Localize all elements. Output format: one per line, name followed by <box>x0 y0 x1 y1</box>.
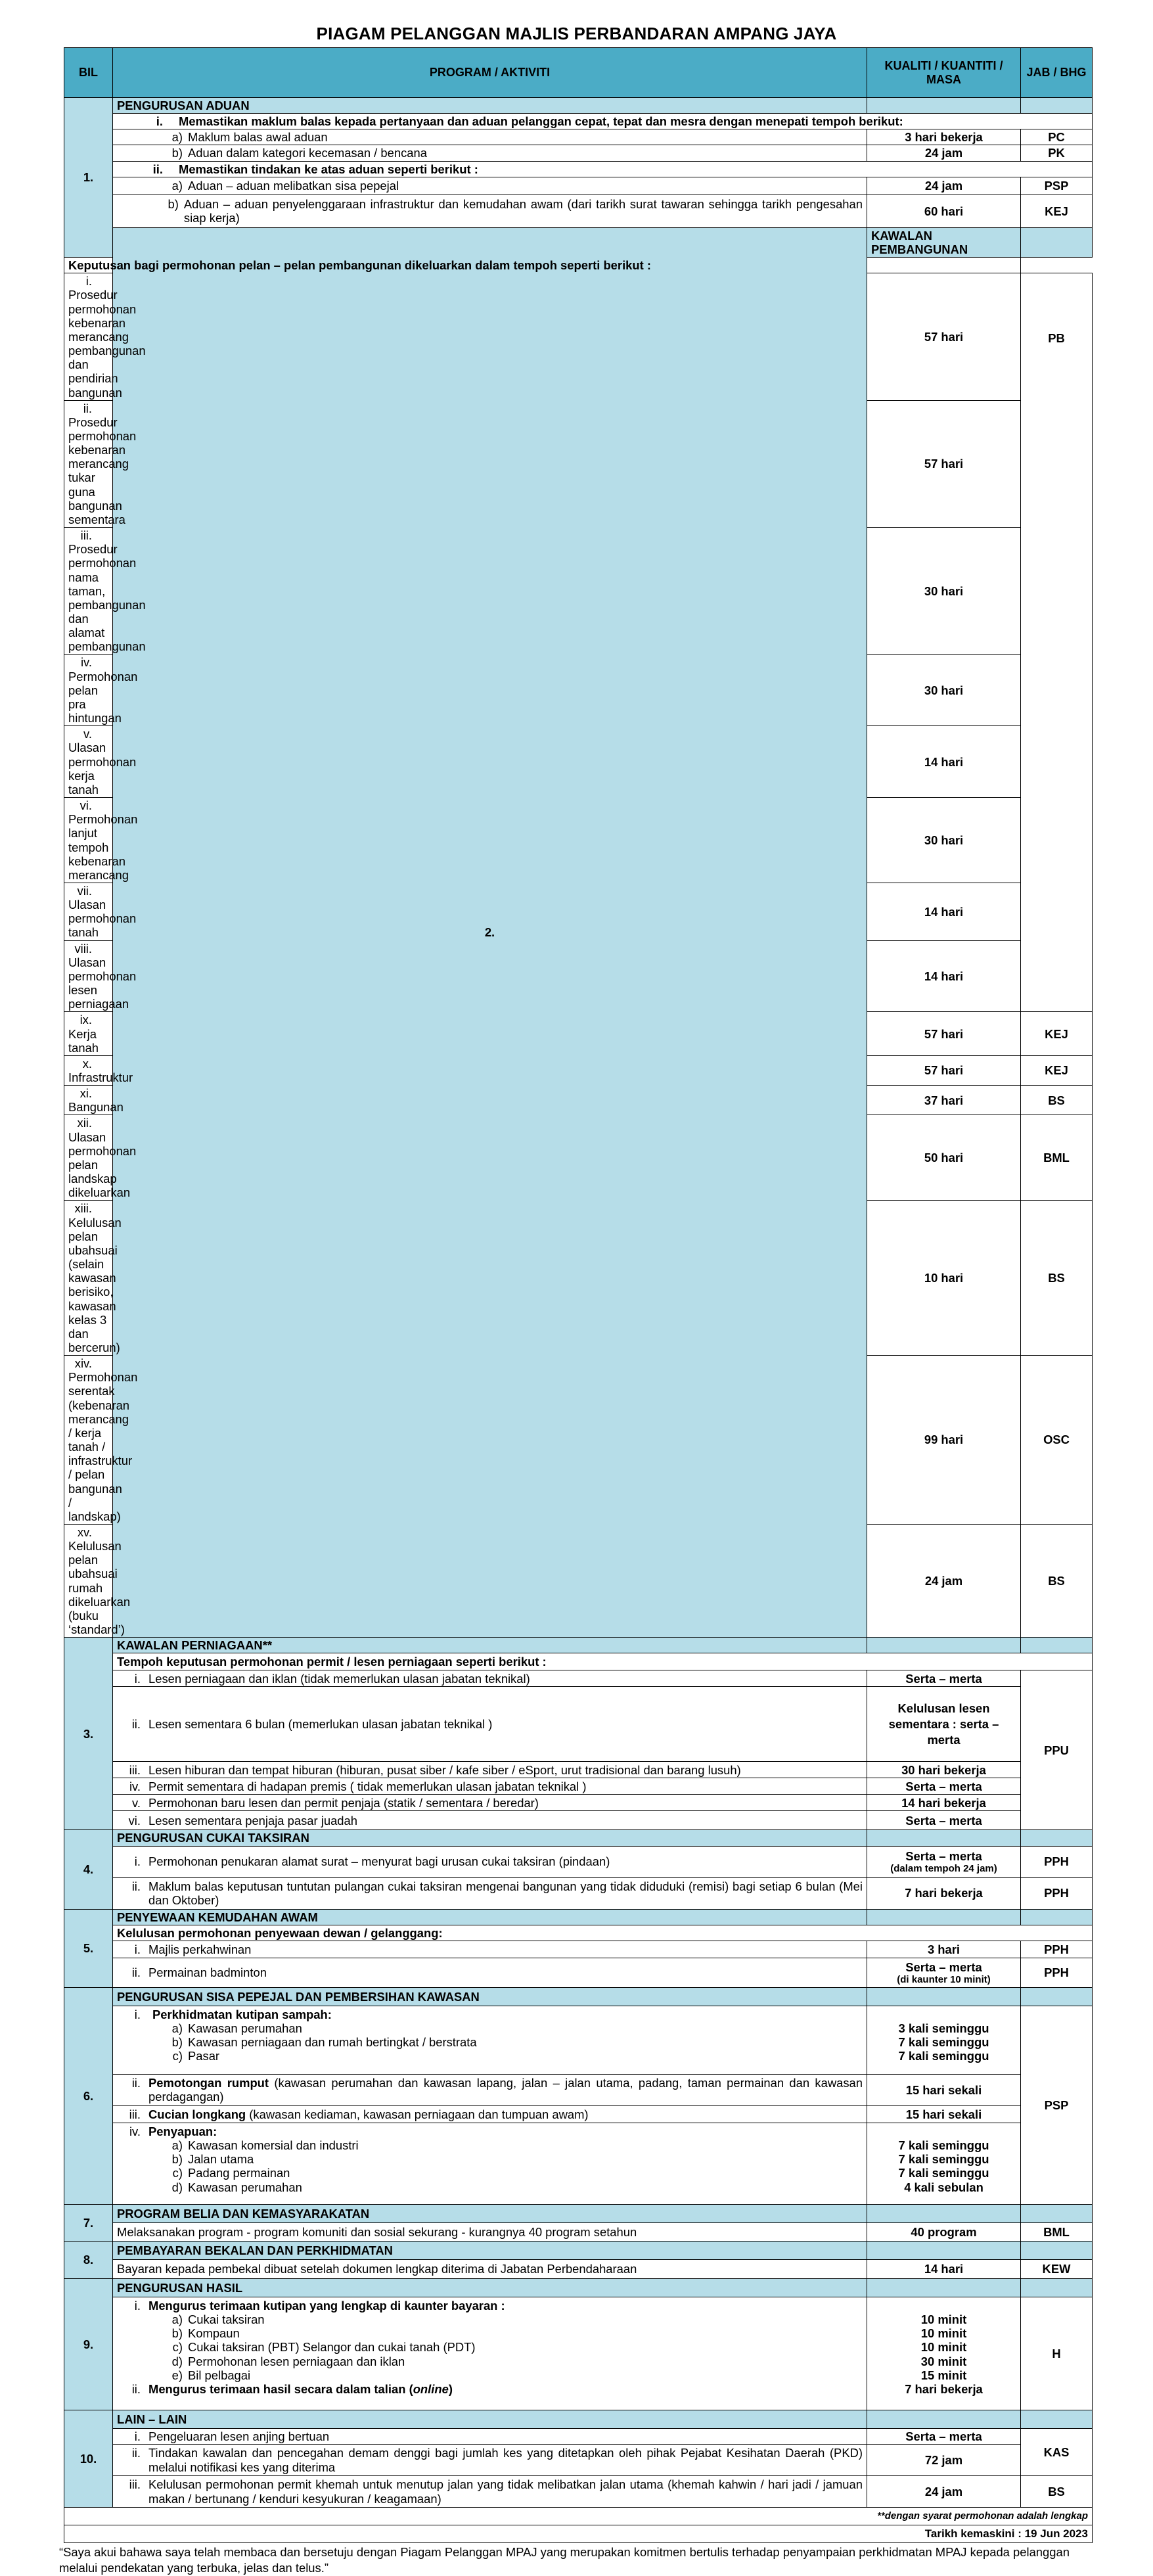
list-item: vi.Permohonan lanjut tempoh kebenaran merancang 30 hari <box>64 798 1093 883</box>
list-item: ii. Pemotongan rumput (kawasan perumahan dan kawasan lapang, jalan – jalan utama, padang, taman permainan dan kawasan perdagangan) 15 hari sekali <box>64 2074 1093 2105</box>
section-row <box>64 227 1093 257</box>
list-item: viii.Ulasan permohonan lesen perniagaan 14 hari <box>64 940 1093 1012</box>
header-kualiti: KUALITI / KUANTITI / MASA <box>867 48 1021 98</box>
list-item: i. Lesen perniagaan dan iklan (tidak memerlukan ulasan jabatan teknikal) Serta – merta PPU <box>64 1670 1093 1687</box>
list-item: xv.Kelulusan pelan ubahsuai rumah dikeluarkan (buku ‘standard’) 24 jam BS <box>64 1525 1093 1638</box>
section-title: KAWALAN PERNIAGAAN** <box>113 1638 867 1653</box>
table-row: ii. Memastikan tindakan ke atas aduan seperti berikut : <box>64 161 1093 177</box>
table-row: b) Aduan dalam kategori kecemasan / bencana 24 jam PK <box>64 145 1093 161</box>
header-bil: BIL <box>64 48 113 98</box>
section-number: 6. <box>64 1987 113 2204</box>
section-row <box>64 2410 1093 2428</box>
list-item: iii.Prosedur permohonan nama taman, pembangunan dan alamat pembangunan 30 hari <box>64 528 1093 655</box>
list-item: xiv.Permohonan serentak (kebenaran merancang / kerja tanah / infrastruktur / pelan bangunan / landskap) 99 hari OSC <box>64 1356 1093 1525</box>
section-row <box>64 2278 1093 2297</box>
section-title: PENGURUSAN HASIL <box>113 2278 867 2297</box>
table-row: a) Maklum balas awal aduan 3 hari bekerja PC <box>64 129 1093 145</box>
section-title: LAIN – LAIN <box>113 2410 867 2428</box>
section-row <box>64 1909 1093 1925</box>
list-item: Melaksanakan program - program komuniti dan sosial sekurang - kurangnya 40 program setahun 40 program BML <box>64 2222 1093 2241</box>
section-title: PENYEWAAN KEMUDAHAN AWAM <box>113 1909 867 1925</box>
list-item: vi. Lesen sementara penjaja pasar juadah Serta – merta <box>64 1811 1093 1830</box>
section-number: 1. <box>64 98 113 258</box>
list-item: ii. Tindakan kawalan dan pencegahan demam denggi bagi jumlah kes yang ditetapkan oleh pihak Pejabat Kesihatan Daerah (PKD) melalui notifikasi kes yang diterima 72 jam <box>64 2445 1093 2476</box>
table-row: i. Memastikan maklum balas kepada pertanyaan dan aduan pelanggan cepat, tepat dan mesra dengan menepati tempoh berikut: <box>64 114 1093 129</box>
list-item: ii. Maklum balas keputusan tuntutan pulangan cukai taksiran mengenai bangunan yang tidak diduduki (remisi) bagi setiap 6 bulan (Mei dan Oktober) 7 hari bekerja PPH <box>64 1877 1093 1909</box>
list-item: i. Pengeluaran lesen anjing bertuan Serta – merta KAS <box>64 2428 1093 2444</box>
list-item: iv.Permohonan pelan pra hintungan 30 hari <box>64 655 1093 726</box>
section-number: 3. <box>64 1638 113 1830</box>
section-title: PEMBAYARAN BEKALAN DAN PERKHIDMATAN <box>113 2241 867 2259</box>
section-number: 5. <box>64 1909 113 1987</box>
list-item: iv. Penyapuan: a) Kawasan komersial dan industri b) Jalan utama c) Padang permainan d) Kawasan perumahan 7 kali seminggu 7 kali seminggu 7 kali seminggu 4 kali sebulan <box>64 2123 1093 2204</box>
list-item: Bayaran kepada pembekal dibuat setelah dokumen lengkap diterima di Jabatan Perbendaharaan 14 hari KEW <box>64 2259 1093 2278</box>
table-row: Tempoh keputusan permohonan permit / lesen perniagaan seperti berikut : <box>64 1653 1093 1670</box>
section-title: PENGURUSAN CUKAI TAKSIRAN <box>113 1830 867 1846</box>
section-number: 10. <box>64 2410 113 2507</box>
section-title: PENGURUSAN ADUAN <box>113 98 867 114</box>
list-item: ii. Lesen sementara 6 bulan (memerlukan ulasan jabatan teknikal ) Kelulusan lesen sementara : serta – merta <box>64 1687 1093 1762</box>
footnote: **dengan syarat permohonan adalah lengkap <box>64 2508 1093 2525</box>
table-row: Kelulusan permohonan penyewaan dewan / gelanggang: <box>64 1925 1093 1941</box>
list-item: i. Mengurus terimaan kutipan yang lengkap di kaunter bayaran : a) Cukai taksiran b) Kompaun c) Cukai taksiran (PBT) Selangor dan cukai tanah (PDT) d) Permohonan lesen perniagaan dan iklan e) Bil pelbagai ii. Mengurus terimaan hasil secara dalam talian (online) 10 minit 10 minit 10 minit 30 minit 15 minit 7 hari bekerja H <box>64 2297 1093 2410</box>
list-item: ii. Permainan badminton Serta – merta (di kaunter 10 minit) PPH <box>64 1958 1093 1987</box>
list-item: xii.Ulasan permohonan pelan landskap dikeluarkan 50 hari BML <box>64 1115 1093 1201</box>
section-row <box>64 1987 1093 2006</box>
section-title: KAWALAN PEMBANGUNAN <box>867 227 1021 257</box>
header-program: PROGRAM / AKTIVITI <box>113 48 867 98</box>
section-number: 7. <box>64 2204 113 2241</box>
section-title: PROGRAM BELIA DAN KEMASYARAKATAN <box>113 2204 867 2222</box>
list-item: i. Majlis perkahwinan 3 hari PPH <box>64 1941 1093 1958</box>
section-row <box>64 2241 1093 2259</box>
list-item: v. Permohonan baru lesen dan permit penjaja (statik / sementara / beredar) 14 hari bekerja <box>64 1795 1093 1811</box>
updated-row <box>64 2525 1093 2543</box>
list-item: ix.Kerja tanah 57 hari KEJ <box>64 1012 1093 1055</box>
list-item: iii. Lesen hiburan dan tempat hiburan (hiburan, pusat siber / kafe siber / eSport, urut tradisional dan barang lusuh) 30 hari bekerja <box>64 1762 1093 1778</box>
section-row <box>64 2204 1093 2222</box>
last-updated: Tarikh kemaskini : 19 Jun 2023 <box>64 2525 1093 2543</box>
table-header-row <box>64 48 1093 98</box>
list-item: iv. Permit sementara di hadapan premis ( tidak memerlukan ulasan jabatan teknikal ) Serta – merta <box>64 1778 1093 1795</box>
list-item: i. Perkhidmatan kutipan sampah: a) Kawasan perumahan b) Kawasan perniagaan dan rumah bertingkat / berstrata c) Pasar 3 kali seminggu 7 kali seminggu 7 kali seminggu PSP <box>64 2006 1093 2074</box>
list-item: iii. Cucian longkang (kawasan kediaman, kawasan perniagaan dan tumpuan awam) 15 hari sekali <box>64 2105 1093 2123</box>
list-item: vii.Ulasan permohonan tanah 14 hari <box>64 883 1093 940</box>
list-item: iii. Kelulusan permohonan permit khemah untuk menutup jalan yang tidak melibatkan jalan utama (khemah kahwin / hari jadi / jamuan makan / bertunang / kenduri kesyukuran / keagamaan) 24 jam BS <box>64 2476 1093 2508</box>
document-title: PIAGAM PELANGGAN MAJLIS PERBANDARAN AMPANG JAYA <box>316 24 837 43</box>
header-jab: JAB / BHG <box>1021 48 1093 98</box>
section-title: PENGURUSAN SISA PEPEJAL DAN PEMBERSIHAN KAWASAN <box>113 1987 867 2006</box>
table-row: a) Aduan – aduan melibatkan sisa pepejal 24 jam PSP <box>64 177 1093 195</box>
section-number: 2. <box>113 227 867 1637</box>
table-row: Keputusan bagi permohonan pelan – pelan pembangunan dikeluarkan dalam tempoh seperti berikut : <box>64 258 1093 273</box>
list-item: xiii.Kelulusan pelan ubahsuai (selain kawasan berisiko, kawasan kelas 3 dan bercerun) 10 hari BS <box>64 1201 1093 1356</box>
list-item: i. Permohonan penukaran alamat surat – menyurat bagi urusan cukai taksiran (pindaan) Serta – merta (dalam tempoh 24 jam) PPH <box>64 1846 1093 1877</box>
section-row <box>64 98 1093 114</box>
footnote-row <box>64 2508 1093 2525</box>
list-item: v.Ulasan permohonan kerja tanah 14 hari <box>64 726 1093 798</box>
list-item: i.Prosedur permohonan kebenaran merancang pembangunan dan pendirian bangunan 57 hari PB <box>64 273 1093 400</box>
section-number: 9. <box>64 2278 113 2410</box>
list-item: xi.Bangunan 37 hari BS <box>64 1086 1093 1115</box>
customer-charter-table <box>64 47 1093 2543</box>
list-item: ii.Prosedur permohonan kebenaran merancang tukar guna bangunan sementara 57 hari <box>64 400 1093 527</box>
section-number: 8. <box>64 2241 113 2278</box>
declaration-text: “Saya akui bahawa saya telah membaca dan bersetuju dengan Piagam Pelanggan MPAJ yang merupakan komitmen bertulis terhadap penyampaian perkhidmatan MPAJ kepada pelanggan melalui pendekatan yang terbuka, jelas dan telus.” <box>59 2545 1070 2575</box>
section-number: 4. <box>64 1830 113 1909</box>
section-row <box>64 1830 1093 1846</box>
section-row <box>64 1638 1093 1653</box>
table-row: b) Aduan – aduan penyelenggaraan infrastruktur dan kemudahan awam (dari tarikh surat tawaran sehingga tarikh pengesahan siap kerja) 60 hari KEJ <box>64 195 1093 227</box>
list-item: x.Infrastruktur 57 hari KEJ <box>64 1055 1093 1085</box>
